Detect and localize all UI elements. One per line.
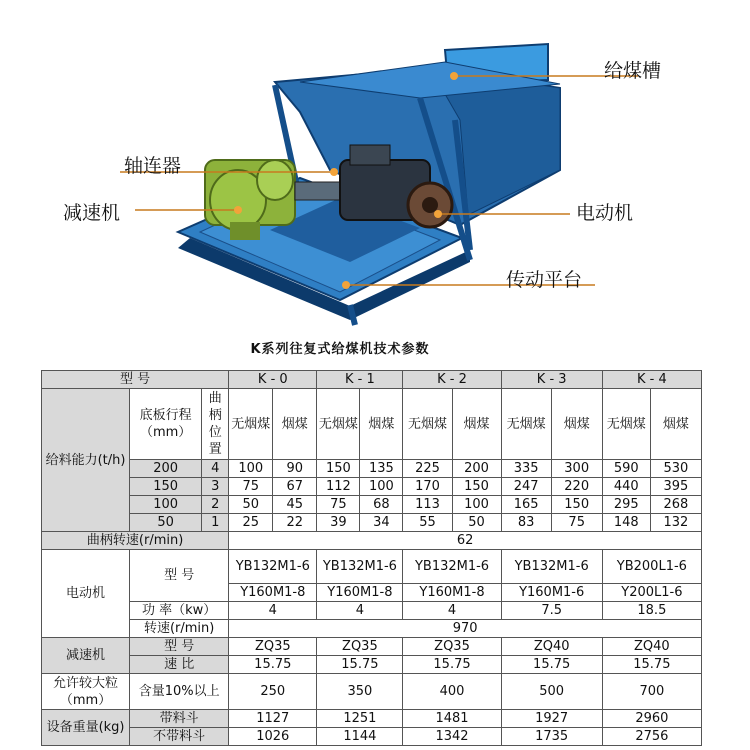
capacity-cell: 75	[551, 514, 602, 532]
motor-speed-label: 转速(r/min)	[130, 620, 229, 638]
motor-model: Y160M1-8	[403, 584, 501, 602]
capacity-cell: 55	[403, 514, 452, 532]
crank-position-label: 曲柄位置	[202, 389, 229, 460]
weight-with-hopper-row	[42, 710, 702, 728]
weight-value: 1127	[229, 710, 317, 728]
crank-position-value: 1	[202, 514, 229, 532]
crank-speed-value: 62	[229, 532, 702, 550]
reducer-model-label: 型 号	[130, 638, 229, 656]
particle-value: 350	[317, 674, 403, 710]
capacity-cell: 50	[229, 496, 273, 514]
capacity-cell: 100	[229, 460, 273, 478]
motor-model: YB132M1-6	[229, 550, 317, 584]
model-k0: K - 0	[229, 371, 317, 389]
weight-value: 1251	[317, 710, 403, 728]
capacity-cell: 39	[317, 514, 360, 532]
stroke-value: 50	[130, 514, 202, 532]
coal-type: 烟煤	[551, 389, 602, 460]
stroke-label: 底板行程（mm）	[130, 389, 202, 460]
weight-value: 2960	[602, 710, 701, 728]
model-k3: K - 3	[501, 371, 602, 389]
callout-shaft-coupling: 轴连器	[124, 155, 182, 177]
capacity-cell: 395	[650, 478, 701, 496]
coal-type: 无烟煤	[229, 389, 273, 460]
motor-model: YB200L1-6	[602, 550, 701, 584]
crank-speed-row	[42, 532, 702, 550]
reducer-ratio-label: 速 比	[130, 656, 229, 674]
capacity-cell: 268	[650, 496, 701, 514]
capacity-row	[42, 514, 702, 532]
weight-value: 1735	[501, 728, 602, 746]
weight-without-hopper-label: 不带料斗	[130, 728, 229, 746]
weight-value: 1026	[229, 728, 317, 746]
capacity-cell: 34	[360, 514, 403, 532]
capacity-cell: 113	[403, 496, 452, 514]
capacity-cell: 22	[273, 514, 317, 532]
capacity-cell: 220	[551, 478, 602, 496]
model-k2: K - 2	[403, 371, 501, 389]
motor-model: YB132M1-6	[403, 550, 501, 584]
capacity-cell: 225	[403, 460, 452, 478]
coal-type: 无烟煤	[501, 389, 551, 460]
motor-power: 4	[229, 602, 317, 620]
capacity-cell: 148	[602, 514, 650, 532]
motor-model: Y160M1-8	[229, 584, 317, 602]
capacity-cell: 295	[602, 496, 650, 514]
reducer-ratio: 15.75	[317, 656, 403, 674]
capacity-cell: 112	[317, 478, 360, 496]
callout-motor: 电动机	[576, 202, 634, 224]
capacity-cell: 25	[229, 514, 273, 532]
capacity-row	[42, 460, 702, 478]
capacity-cell: 67	[273, 478, 317, 496]
capacity-cell: 150	[317, 460, 360, 478]
model-header-label: 型 号	[42, 371, 229, 389]
motor-model: Y200L1-6	[602, 584, 701, 602]
weight-with-hopper-label: 带料斗	[130, 710, 229, 728]
motor-speed-row	[42, 620, 702, 638]
capacity-cell: 150	[452, 478, 501, 496]
capacity-cell: 100	[452, 496, 501, 514]
motor-power-label: 功 率（kw）	[130, 602, 229, 620]
capacity-cell: 247	[501, 478, 551, 496]
motor-model-row-1	[42, 550, 702, 584]
reducer-label: 减速机	[42, 638, 130, 674]
coal-type: 烟煤	[360, 389, 403, 460]
particle-value: 400	[403, 674, 501, 710]
reducer-model: ZQ40	[602, 638, 701, 656]
reducer-model-row	[42, 638, 702, 656]
particle-value: 500	[501, 674, 602, 710]
capacity-cell: 300	[551, 460, 602, 478]
crank-position-value: 4	[202, 460, 229, 478]
model-k4: K - 4	[602, 371, 701, 389]
capacity-cell: 530	[650, 460, 701, 478]
reducer-ratio: 15.75	[501, 656, 602, 674]
capacity-cell: 170	[403, 478, 452, 496]
coal-type: 无烟煤	[403, 389, 452, 460]
capacity-label: 给料能力(t/h)	[42, 389, 130, 532]
capacity-cell: 90	[273, 460, 317, 478]
particle-value: 700	[602, 674, 701, 710]
capacity-cell: 165	[501, 496, 551, 514]
capacity-cell: 200	[452, 460, 501, 478]
weight-value: 1927	[501, 710, 602, 728]
coal-type: 烟煤	[273, 389, 317, 460]
coal-type: 烟煤	[452, 389, 501, 460]
reducer-model: ZQ35	[317, 638, 403, 656]
capacity-cell: 45	[273, 496, 317, 514]
motor-label: 电动机	[42, 550, 130, 638]
capacity-cell: 100	[360, 478, 403, 496]
weight-value: 1481	[403, 710, 501, 728]
coal-type: 无烟煤	[602, 389, 650, 460]
callout-coal-trough: 给煤槽	[604, 60, 662, 82]
coal-type-row	[42, 389, 702, 460]
reducer-model: ZQ35	[229, 638, 317, 656]
motor-power-row	[42, 602, 702, 620]
weight-value: 1342	[403, 728, 501, 746]
spec-table	[41, 370, 702, 746]
feeder-machine-illustration	[0, 0, 750, 335]
capacity-cell: 83	[501, 514, 551, 532]
capacity-cell: 590	[602, 460, 650, 478]
weight-without-hopper-row	[42, 728, 702, 746]
weight-value: 1144	[317, 728, 403, 746]
weight-value: 2756	[602, 728, 701, 746]
stroke-value: 100	[130, 496, 202, 514]
reducer-ratio: 15.75	[602, 656, 701, 674]
capacity-cell: 50	[452, 514, 501, 532]
capacity-cell: 68	[360, 496, 403, 514]
crank-speed-label: 曲柄转速(r/min)	[42, 532, 229, 550]
motor-power: 4	[317, 602, 403, 620]
crank-position-value: 3	[202, 478, 229, 496]
callout-reducer: 减速机	[63, 202, 121, 224]
shaft-coupling-shape	[295, 182, 345, 200]
coal-type: 烟煤	[650, 389, 701, 460]
reducer-ratio: 15.75	[403, 656, 501, 674]
particle-row	[42, 674, 702, 710]
motor-power: 18.5	[602, 602, 701, 620]
capacity-cell: 75	[317, 496, 360, 514]
motor-power: 7.5	[501, 602, 602, 620]
stroke-value: 150	[130, 478, 202, 496]
stroke-value: 200	[130, 460, 202, 478]
capacity-cell: 132	[650, 514, 701, 532]
callout-drive-platform: 传动平台	[506, 269, 583, 291]
particle-sub-label: 含量10%以上	[130, 674, 229, 710]
weight-label: 设备重量(kg)	[42, 710, 130, 746]
model-k1: K - 1	[317, 371, 403, 389]
table-title: K系列往复式给煤机技术参数	[250, 342, 430, 357]
motor-model: Y160M1-8	[317, 584, 403, 602]
reducer-model: ZQ35	[403, 638, 501, 656]
capacity-cell: 335	[501, 460, 551, 478]
reducer-model: ZQ40	[501, 638, 602, 656]
capacity-cell: 135	[360, 460, 403, 478]
capacity-cell: 75	[229, 478, 273, 496]
motor-model: Y160M1-6	[501, 584, 602, 602]
capacity-row	[42, 496, 702, 514]
motor-model-label: 型 号	[130, 550, 229, 602]
motor-model: YB132M1-6	[501, 550, 602, 584]
capacity-row	[42, 478, 702, 496]
motor-model: YB132M1-6	[317, 550, 403, 584]
particle-value: 250	[229, 674, 317, 710]
particle-label: 允许较大粒（mm）	[42, 674, 130, 710]
coal-type: 无烟煤	[317, 389, 360, 460]
header-row	[42, 371, 702, 389]
motor-speed-value: 970	[229, 620, 702, 638]
capacity-cell: 150	[551, 496, 602, 514]
reducer-ratio-row	[42, 656, 702, 674]
motor-power: 4	[403, 602, 501, 620]
crank-position-value: 2	[202, 496, 229, 514]
capacity-cell: 440	[602, 478, 650, 496]
reducer-ratio: 15.75	[229, 656, 317, 674]
